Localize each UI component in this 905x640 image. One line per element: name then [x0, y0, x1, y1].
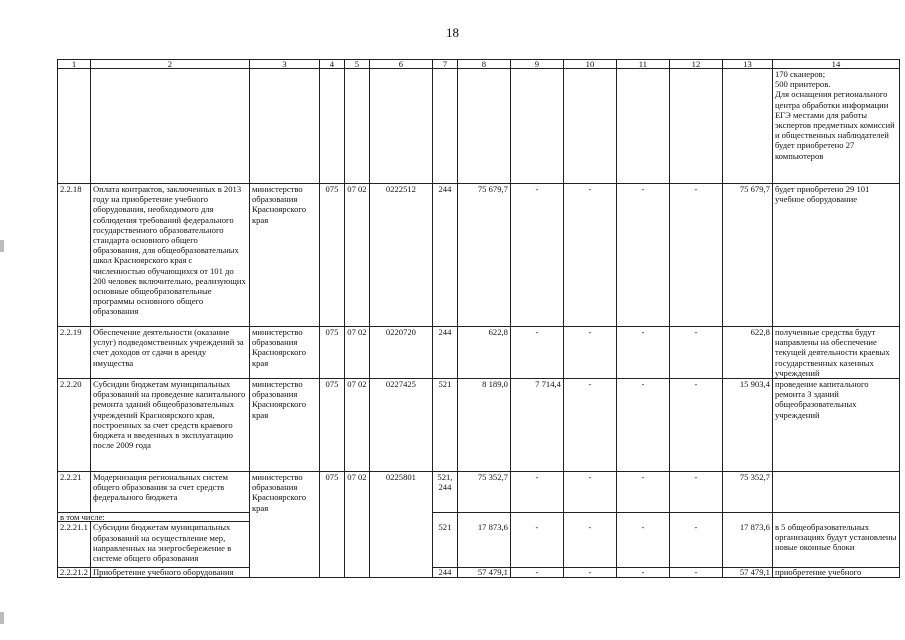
row-org: министерство образования Красноярского края — [249, 472, 319, 513]
row-number: 2.2.18 — [58, 184, 91, 327]
note-cell: 170 сканеров; 500 принтеров. Для оснащения регионального центра обработки информации ЕГЭ местами для работы экспертов предметных комиссий и общественных наблюдателей будет приобретено 27 компьютеров — [772, 69, 899, 184]
cell-c8: 75 352,7 — [457, 472, 510, 513]
including-row — [58, 513, 900, 522]
cell-c7: 521 — [432, 522, 457, 568]
cell-c5: 07 02 — [344, 379, 369, 472]
cell-c13: 17 873,6 — [722, 522, 772, 568]
cell-c12: - — [669, 379, 722, 472]
cell-c11: - — [616, 472, 669, 513]
cell-c5: 07 02 — [344, 327, 369, 379]
row-name: Оплата контрактов, заключенных в 2013 году на приобретение учебного оборудования, необходимого для соблюдения требований федерального государственного образовательного стандарта основного общего образования, для общеобразовательных школ Красноярского края с численностью обучающихся от 101 до 200 человек включительно, реализующих основные общеобразовательные программы основного общего образования — [90, 184, 249, 327]
including-label: в том числе: — [58, 513, 250, 522]
cell-c9: 7 714,4 — [510, 379, 563, 472]
continuation-row — [58, 69, 900, 184]
cell-c8: 75 679,7 — [457, 184, 510, 327]
cell-c4: 075 — [319, 472, 344, 513]
row-number: 2.2.19 — [58, 327, 91, 379]
cell-c6: 0227425 — [369, 379, 432, 472]
note-cell — [772, 472, 899, 513]
note-cell: приобретение учебного — [772, 568, 899, 578]
row-name: Субсидии бюджетам муниципальных образований на проведение капитального ремонта зданий общеобразовательных учреждений Красноярского края, построенных за счет средств краевого бюджета и введенных в эксплуатацию после 2009 года — [90, 379, 249, 472]
row-number: 2.2.21 — [58, 472, 91, 513]
row-org: министерство образования Красноярского края — [249, 379, 319, 472]
cell-c7: 521, 244 — [432, 472, 457, 513]
column-number: 1 — [58, 60, 91, 69]
note-cell: полученные средства будут направлены на обеспечение текущей деятельности краевых государственных казенных учреждений — [772, 327, 899, 379]
cell-c8: 57 479,1 — [457, 568, 510, 578]
table-row — [58, 472, 900, 513]
cell-c10: - — [563, 472, 616, 513]
row-org: министерство образования Красноярского края — [249, 327, 319, 379]
row-name: Обеспечение деятельности (оказание услуг) подведомственных учреждений за счет доходов от сдачи в аренду имущества — [90, 327, 249, 379]
note-cell: в 5 общеобразовательных организациях будут установлены новые оконные блоки — [772, 522, 899, 568]
row-org: министерство образования Красноярского края — [249, 184, 319, 327]
column-number: 11 — [616, 60, 669, 69]
table-row — [58, 184, 900, 327]
table-row — [58, 522, 900, 568]
cell-c9: - — [510, 327, 563, 379]
cell-c7: 244 — [432, 184, 457, 327]
note-cell: проведение капитального ремонта 3 зданий общеобразовательных учреждений — [772, 379, 899, 472]
column-number: 10 — [563, 60, 616, 69]
cell-c10: - — [563, 379, 616, 472]
cell-c4: 075 — [319, 327, 344, 379]
cell-c13: 75 679,7 — [722, 184, 772, 327]
table-row — [58, 379, 900, 472]
cell-c12: - — [669, 472, 722, 513]
page-number: 18 — [446, 25, 459, 40]
cell-c6: 0222512 — [369, 184, 432, 327]
cell-c11: - — [616, 568, 669, 578]
cell-c11: - — [616, 379, 669, 472]
cell-c8: 8 189,0 — [457, 379, 510, 472]
row-name: Субсидии бюджетам муниципальных образований на осуществление мер, направленных на энергосбережение в системе общего образования — [90, 522, 249, 568]
cell-c10: - — [563, 184, 616, 327]
cell-c5: 07 02 — [344, 184, 369, 327]
cell-c10: - — [563, 522, 616, 568]
column-number: 5 — [344, 60, 369, 69]
cell-c8: 17 873,6 — [457, 522, 510, 568]
column-number: 4 — [319, 60, 344, 69]
cell-c12: - — [669, 184, 722, 327]
cell-c9: - — [510, 568, 563, 578]
column-number: 13 — [722, 60, 772, 69]
cell-c13: 15 903,4 — [722, 379, 772, 472]
column-number: 7 — [432, 60, 457, 69]
column-number: 6 — [369, 60, 432, 69]
column-number: 14 — [772, 60, 899, 69]
cell-c9: - — [510, 472, 563, 513]
column-number-header — [58, 60, 900, 69]
row-name: Приобретение учебного оборудования — [90, 568, 249, 578]
row-number: 2.2.21.2 — [58, 568, 91, 578]
cell-c10: - — [563, 568, 616, 578]
cell-c13: 57 479,1 — [722, 568, 772, 578]
cell-c8: 622,8 — [457, 327, 510, 379]
cell-c11: - — [616, 327, 669, 379]
cell-c7: 244 — [432, 327, 457, 379]
column-number: 2 — [90, 60, 249, 69]
cell-c13: 622,8 — [722, 327, 772, 379]
cell-c6: 0220720 — [369, 327, 432, 379]
scan-edge-mark — [0, 240, 4, 252]
cell-c6: 0225801 — [369, 472, 432, 513]
cell-c9: - — [510, 184, 563, 327]
column-number: 12 — [669, 60, 722, 69]
table-row — [58, 568, 900, 578]
row-name: Модернизация региональных систем общего образования за счет средств федерального бюджета — [90, 472, 249, 513]
cell-c11: - — [616, 522, 669, 568]
cell-c12: - — [669, 522, 722, 568]
cell-c12: - — [669, 327, 722, 379]
cell-c4: 075 — [319, 184, 344, 327]
cell-c11: - — [616, 184, 669, 327]
column-number: 3 — [249, 60, 319, 69]
cell-c9: - — [510, 522, 563, 568]
row-number: 2.2.21.1 — [58, 522, 91, 568]
column-number: 8 — [457, 60, 510, 69]
cell-c7: 521 — [432, 379, 457, 472]
cell-c5: 07 02 — [344, 472, 369, 513]
cell-c4: 075 — [319, 379, 344, 472]
scan-edge-mark — [0, 612, 4, 624]
cell-c13: 75 352,7 — [722, 472, 772, 513]
column-number: 9 — [510, 60, 563, 69]
cell-c7: 244 — [432, 568, 457, 578]
row-number: 2.2.20 — [58, 379, 91, 472]
note-cell: будет приобретено 29 101 учебное оборудование — [772, 184, 899, 327]
cell-c10: - — [563, 327, 616, 379]
table-row — [58, 327, 900, 379]
budget-table — [57, 59, 900, 578]
cell-c12: - — [669, 568, 722, 578]
